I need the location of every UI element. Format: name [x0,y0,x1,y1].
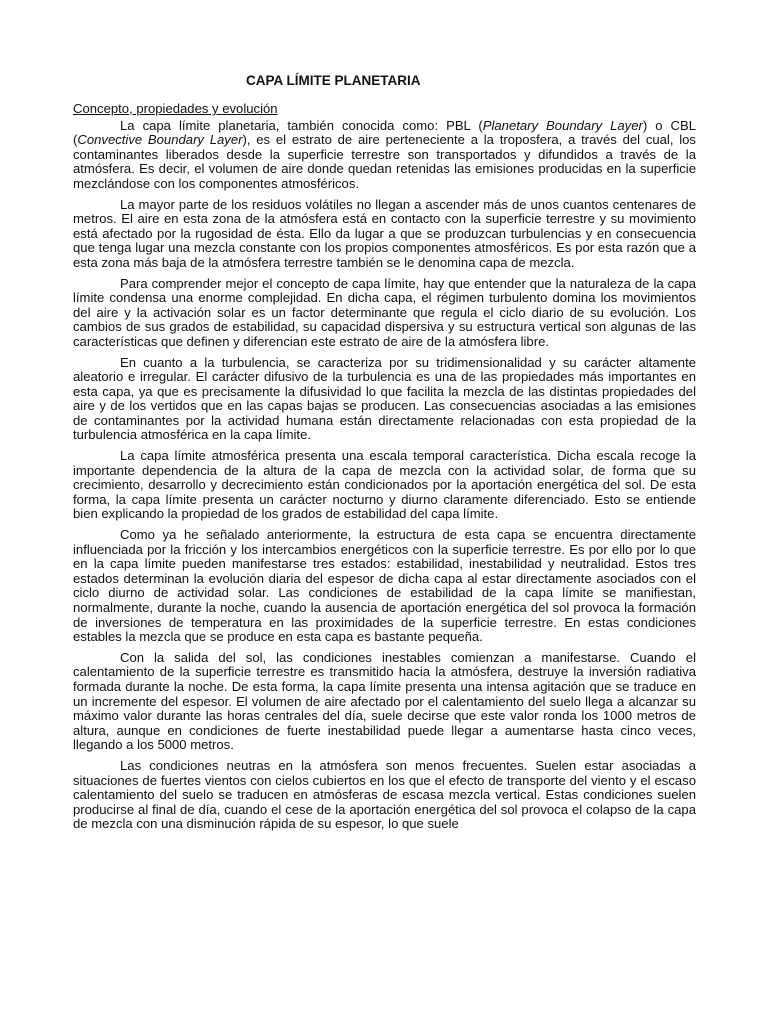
document-title: CAPA LÍMITE PLANETARIA [246,73,421,88]
paragraph-2: La mayor parte de los residuos volátiles no llegan a ascender más de unos cuantos centenares de metros. El aire en esta zona de la atmósfera está en contacto con la superficie terrestre y su movimiento está afectado por la rugosidad de ésta. Ello da lugar a que se produzcan turbulencias y en consecuencia que tenga lugar una mezcla constante con los propios componentes atmosféricos. Es por esta razón que a esta zona más baja de la atmósfera terrestre también se le denomina capa de mezcla. [73,196,696,270]
paragraph-6: Como ya he señalado anteriormente, la estructura de esta capa se encuentra directamente influenciada por la fricción y los intercambios energéticos con la superficie terrestre. Es por ello por lo que en la capa límite pueden manifestarse tres estados: estabilidad, inestabilidad y neutralidad. Estos tres estados determinan la evolución diaria del espesor de dicha capa al estar directamente asociados con el ciclo diurno de actividad solar. Las condiciones de estabilidad de la capa límite se manifiestan, normalmente, durante la noche, cuando la ausencia de aportación energética del sol provoca la formación de inversiones de temperatura en las proximidades de la superficie terrestre. En estas condiciones estables la mezcla que se produce en esta capa es bastante pequeña. [73,527,696,645]
paragraph-8: Las condiciones neutras en la atmósfera son menos frecuentes. Suelen estar asociadas a situaciones de fuertes vientos con cielos cubiertos en los que el efecto de transporte del viento y el escaso calentamiento del suelo se traducen en atmósferas de escasa mezcla vertical. Estas condiciones suelen producirse al final de día, cuando el cese de la aportación energética del sol provoca el colapso de la capa de mezcla con una disminución rápida de su espesor, lo que suele [73,757,696,832]
paragraph-5: La capa límite atmosférica presenta una escala temporal característica. Dicha escala recoge la importante dependencia de la altura de la capa de mezcla con la actividad solar, de forma que su crecimiento, desarrollo y decrecimiento están condicionados por la aportación energética del sol. De esta forma, la capa límite presenta un carácter nocturno y diurno claramente diferenciado. Esto se entiende bien explicando la propiedad de los grados de estabilidad del capa límite. [73,448,696,522]
paragraph-1-text-e: ), es el estrato de aire perteneciente a la troposfera, a través del cual, los contaminantes liberados desde la superficie terrestre son transportados y difundidos a través de la atmósfera. Es decir, el volumen de aire donde quedan retenidas las emisiones producidas en la superficie mezclándose con los componentes atmosféricos. [73,132,696,191]
paragraph-3: Para comprender mejor el concepto de capa límite, hay que entender que la naturaleza de la capa límite condensa una enorme complejidad. En dicha capa, el régimen turbulento domina los movimientos del aire y la activación solar es un factor determinante que regula el ciclo diario de su evolución. Los cambios de sus grados de estabilidad, su capacidad dispersiva y su estructura vertical son algunas de las características que definen y diferencian este estrato de aire de la atmósfera libre. [73,275,696,349]
paragraph-7: Con la salida del sol, las condiciones inestables comienzan a manifestarse. Cuando el calentamiento de la superficie terrestre es transmitido hacia la atmósfera, destruye la inversión radiativa formada durante la noche. De esta forma, la capa límite presenta una intensa agitación que se traduce en un incremente del espesor. El volumen de aire afectado por el calentamiento del suelo llega a alcanzar su máximo valor durante las horas centrales del día, suele decirse que este valor ronda los 1000 metros de altura, aunque en condiciones de fuerte inestabilidad puede llegar a aumentarse hasta cinco veces, llegando a los 5000 metros. [73,649,696,753]
paragraph-1-text-a: La capa límite planetaria, también conocida como: PBL ( [120,117,483,133]
paragraph-4: En cuanto a la turbulencia, se caracteriza por su tridimensionalidad y su carácter altamente aleatorio e irregular. El carácter difusivo de la turbulencia es una de las propiedades más importantes en esta capa, ya que es precisamente la difusividad lo que facilita la mezcla de las distintas propiedades del aire y de los vertidos que en las capas bajas se producen. Las consecuencias asociadas a las emisiones de contaminantes por la actividad humana están directamente relacionadas con esta propiedad de la turbulencia atmosférica en la capa límite. [73,354,696,443]
document-page [73,73,696,838]
paragraph-1 [73,119,696,192]
paragraph-1-term-cbl: Convective Boundary Layer [77,132,243,148]
paragraph-1-term-pbl: Planetary Boundary Layer [482,117,643,133]
paragraph-1-text-c: ) o CBL ( [73,117,697,148]
section-heading: Concepto, propiedades y evolución [73,101,278,116]
